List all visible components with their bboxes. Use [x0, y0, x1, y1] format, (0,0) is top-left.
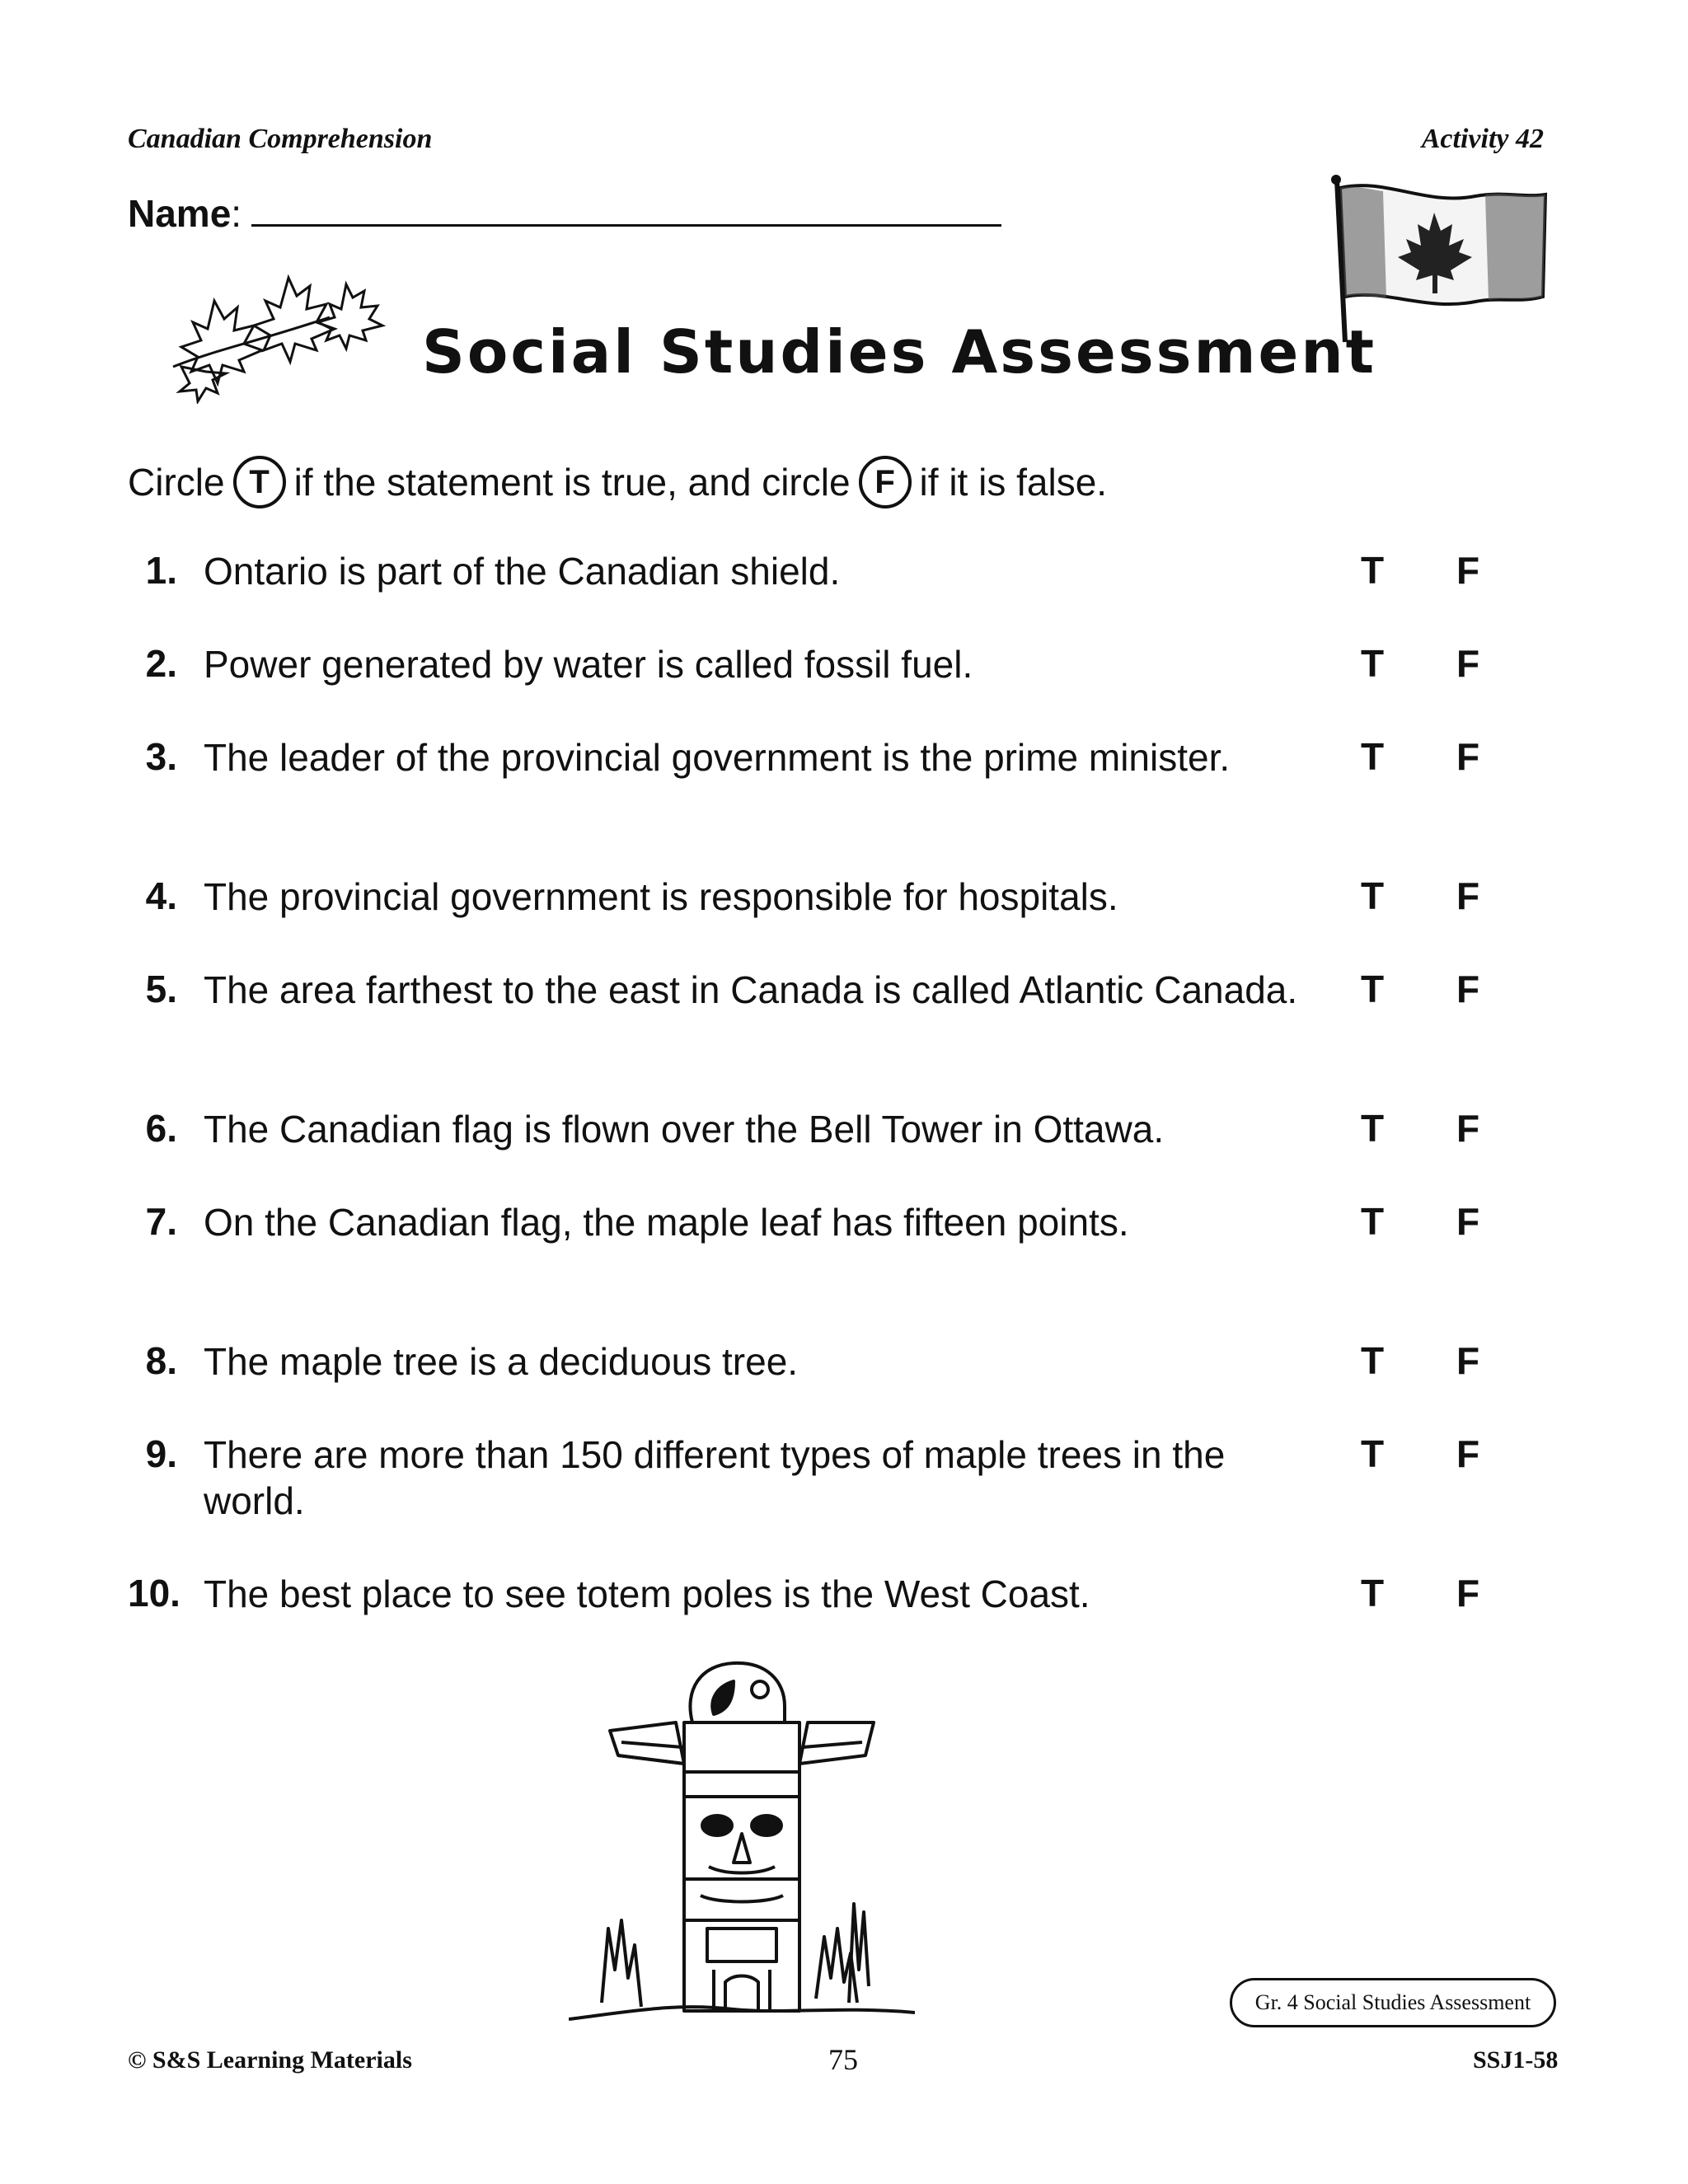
false-option[interactable]: F: [1456, 735, 1480, 778]
question-number: 1.: [145, 549, 177, 592]
true-option[interactable]: T: [1361, 874, 1385, 917]
header-activity: Activity 42: [1421, 124, 1544, 154]
question-text: There are more than 150 different types of maple trees in the world.: [204, 1433, 1226, 1522]
instructions-part3: if it is false.: [919, 461, 1108, 504]
footer-copyright: © S&S Learning Materials: [128, 2046, 412, 2074]
question-item: [128, 1571, 1529, 1653]
question-text: The Canadian flag is flown over the Bell Tower in Ottawa.: [204, 1108, 1165, 1151]
question-item: [128, 1710, 1529, 1793]
question-text: The best place to see totem poles is the West Coast.: [204, 1572, 1090, 1615]
page-title: Social Studies Assessment: [422, 317, 1377, 387]
question-item: [128, 734, 1529, 817]
circled-t-symbol: T: [233, 456, 286, 509]
question-item: [128, 1199, 1529, 1282]
circled-f-symbol: F: [859, 456, 912, 509]
footer-code: SSJ1-58: [1473, 2046, 1559, 2074]
instructions-part1: Circle: [128, 461, 225, 504]
false-option[interactable]: F: [1456, 1200, 1480, 1243]
true-option[interactable]: T: [1361, 968, 1385, 1010]
question-number: 10.: [128, 1572, 181, 1615]
question-number: 3.: [145, 735, 177, 778]
question-number: 5.: [145, 968, 177, 1010]
question-number: 6.: [145, 1107, 177, 1150]
question-item: [128, 1338, 1529, 1421]
question-text: Ontario is part of the Canadian shield.: [204, 550, 841, 593]
false-option[interactable]: F: [1456, 1432, 1480, 1475]
true-option[interactable]: T: [1361, 1432, 1385, 1475]
question-text: On the Canadian flag, the maple leaf has fifteen points.: [204, 1201, 1129, 1244]
question-text: Power generated by water is called fossil fuel.: [204, 643, 973, 686]
question-item: [128, 641, 1529, 724]
true-option[interactable]: T: [1361, 1572, 1385, 1615]
question-number: 7.: [145, 1200, 177, 1243]
question-text: The provincial government is responsible for hospitals.: [204, 875, 1118, 918]
true-option[interactable]: T: [1361, 549, 1385, 592]
maple-leaves-illustration: [165, 268, 387, 404]
false-option[interactable]: F: [1456, 642, 1480, 685]
true-option[interactable]: T: [1361, 1107, 1385, 1150]
false-option[interactable]: F: [1456, 1572, 1480, 1615]
question-item: [128, 874, 1529, 956]
question-text: The maple tree is a deciduous tree.: [204, 1340, 799, 1383]
instructions-part2: if the statement is true, and circle: [293, 461, 851, 504]
name-colon: :: [231, 192, 242, 235]
question-number: 2.: [145, 642, 177, 685]
true-option[interactable]: T: [1361, 1339, 1385, 1382]
true-option[interactable]: T: [1361, 642, 1385, 685]
question-text: The area farthest to the east in Canada is called Atlantic Canada.: [204, 968, 1298, 1011]
question-number: 9.: [145, 1432, 177, 1475]
false-option[interactable]: F: [1456, 1339, 1480, 1382]
false-option[interactable]: F: [1456, 1107, 1480, 1150]
false-option[interactable]: F: [1456, 968, 1480, 1010]
true-option[interactable]: T: [1361, 1200, 1385, 1243]
name-label: Name: [128, 192, 232, 235]
header-subject: Canadian Comprehension: [128, 124, 433, 154]
grade-tag: Gr. 4 Social Studies Assessment: [1230, 1978, 1556, 2027]
name-field-row: [128, 191, 1001, 236]
question-item: [128, 548, 1529, 630]
instructions: [128, 456, 1107, 509]
true-option[interactable]: T: [1361, 735, 1385, 778]
question-item: [128, 967, 1529, 1049]
question-item: [128, 1106, 1529, 1188]
page-number: 75: [828, 2043, 858, 2076]
question-number: 8.: [145, 1339, 177, 1382]
name-write-line[interactable]: [251, 194, 1001, 227]
question-item: [128, 1432, 1529, 1522]
question-text: The leader of the provincial government is the prime minister.: [204, 736, 1231, 779]
false-option[interactable]: F: [1456, 874, 1480, 917]
question-number: 4.: [145, 874, 177, 917]
false-option[interactable]: F: [1456, 549, 1480, 592]
